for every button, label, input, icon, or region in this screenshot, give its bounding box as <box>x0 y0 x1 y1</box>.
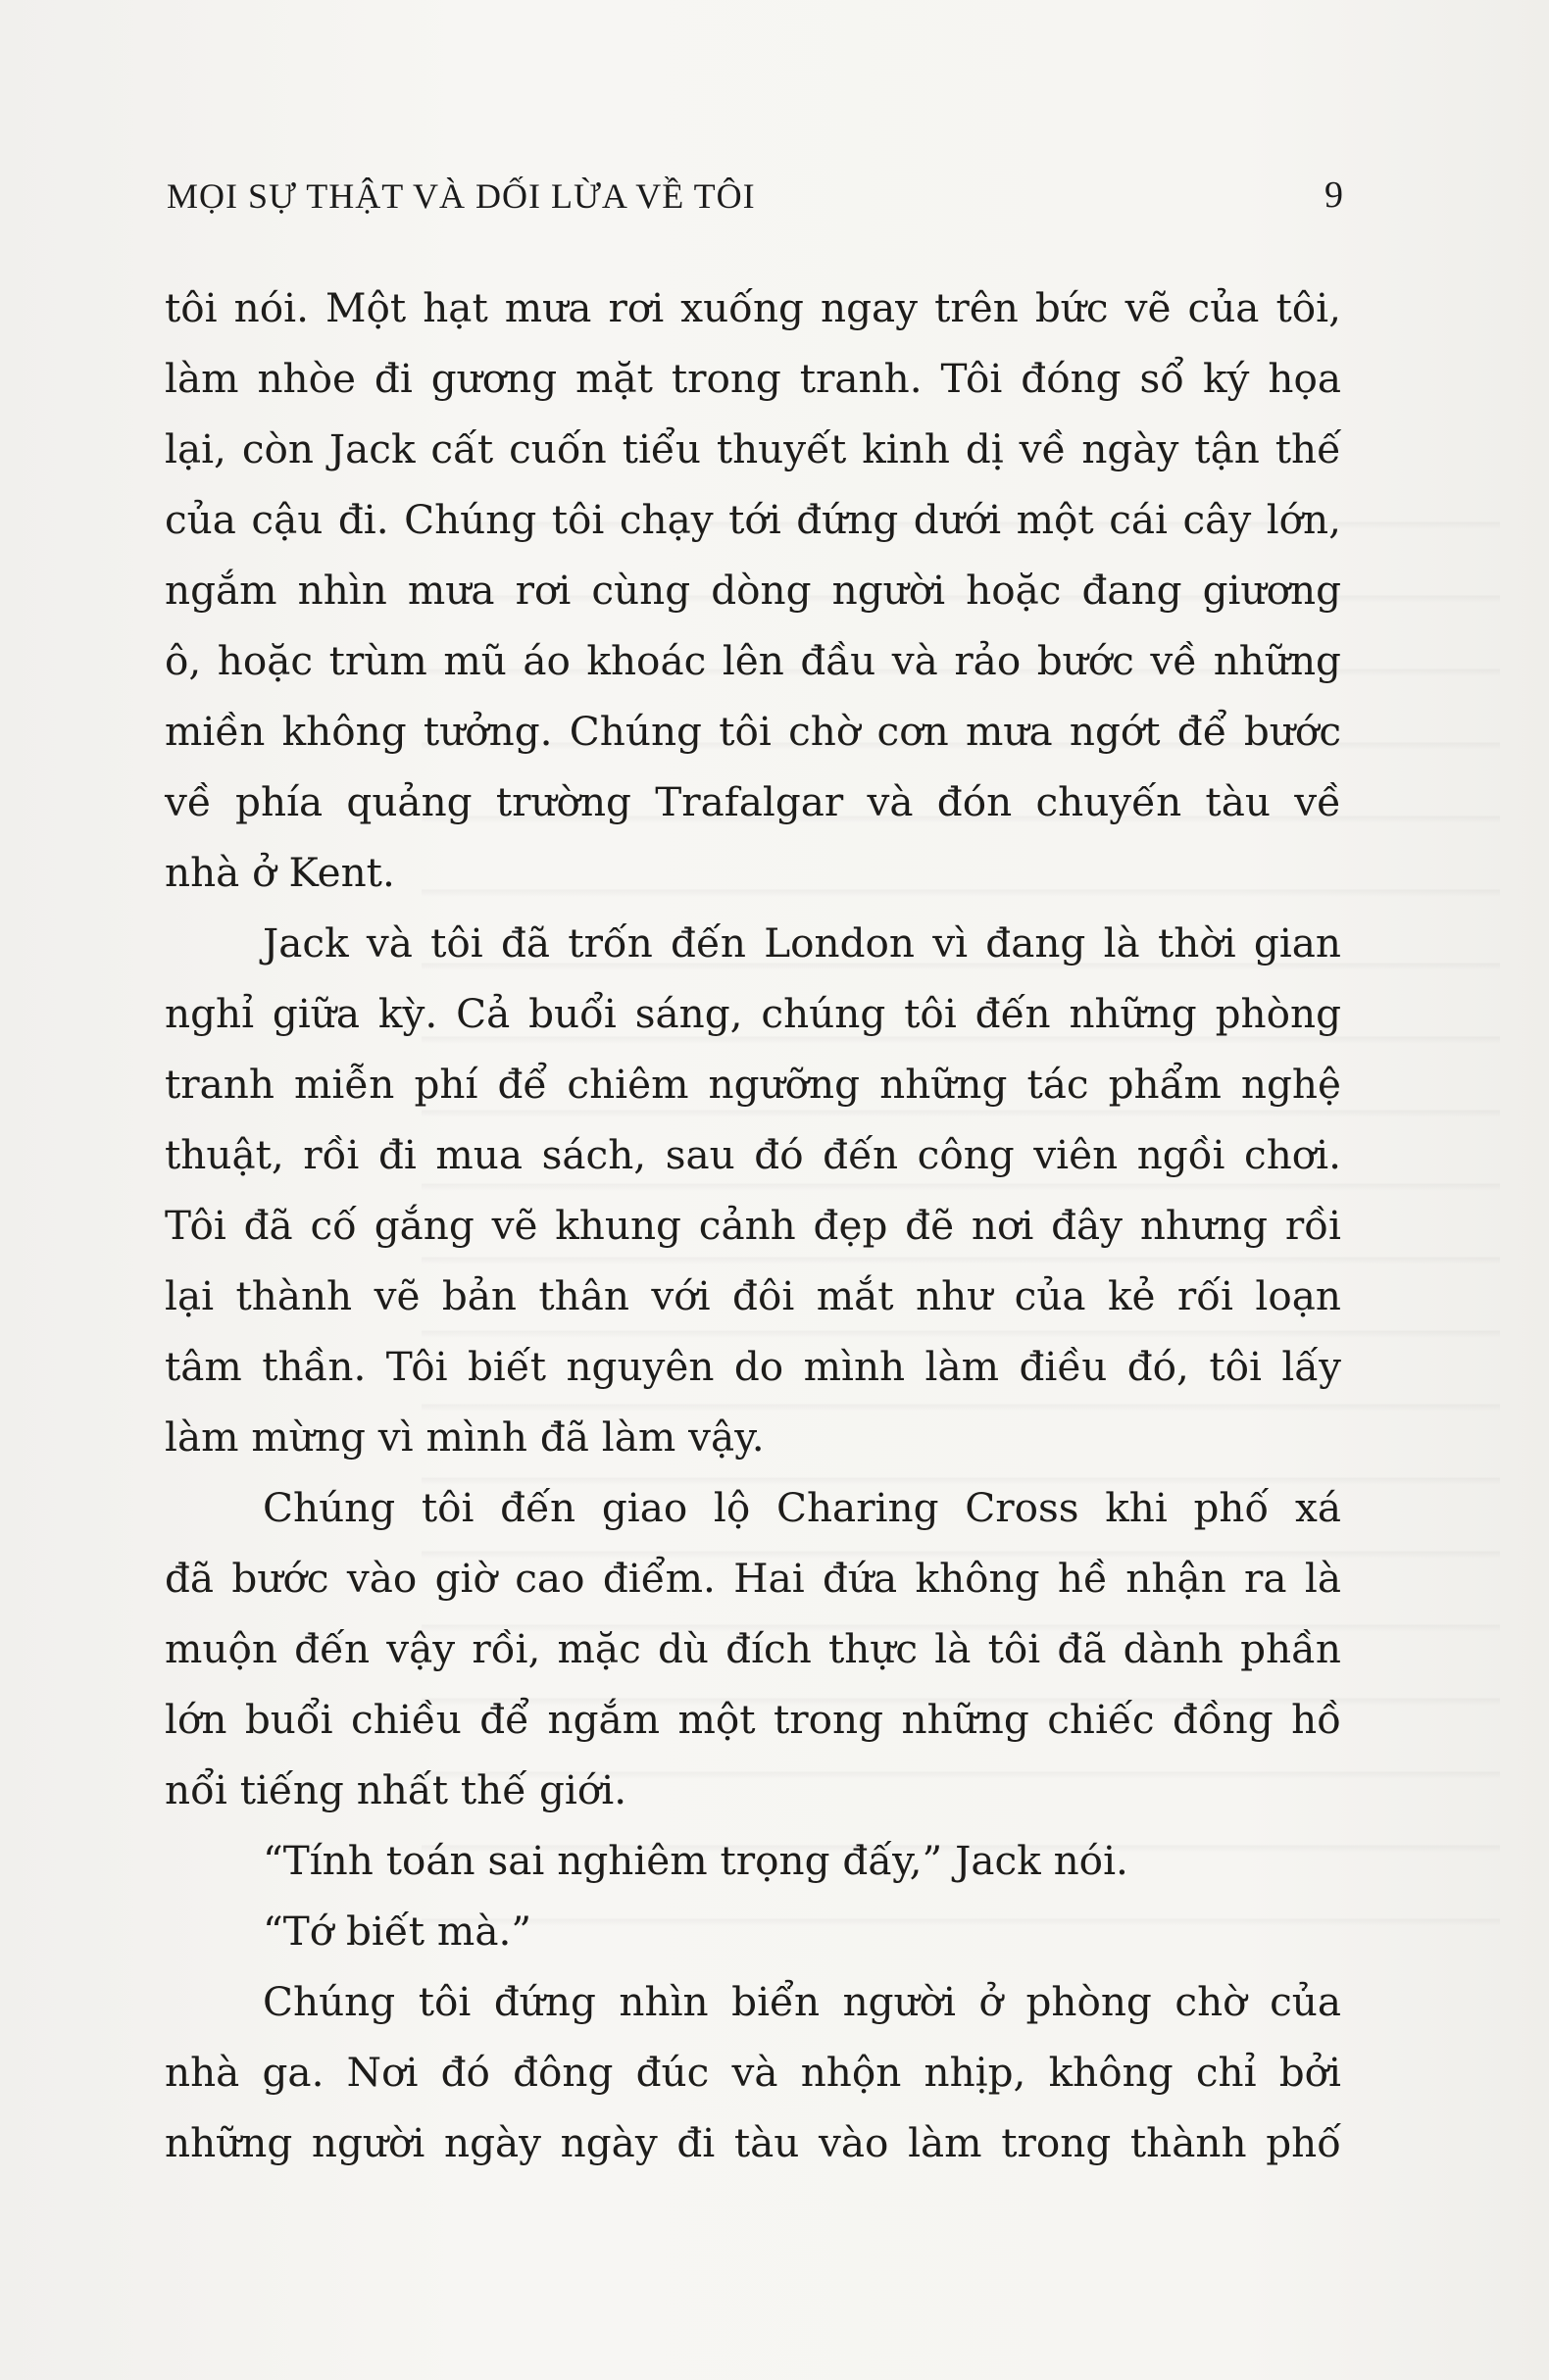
text-line: lại, còn Jack cất cuốn tiểu thuyết kinh dị về ngày tận thế <box>165 425 1341 472</box>
text-line: Tôi đã cố gắng vẽ khung cảnh đẹp đẽ nơi đây nhưng rồi <box>165 1202 1341 1249</box>
text-line: đã bước vào giờ cao điểm. Hai đứa không hề nhận ra là <box>165 1555 1341 1602</box>
body-text <box>165 273 1341 2178</box>
text-line: tranh miễn phí để chiêm ngưỡng những tác phẩm nghệ <box>165 1061 1341 1108</box>
text-line: nhà ở Kent. <box>165 849 395 896</box>
text-line: Chúng tôi đứng nhìn biển người ở phòng chờ của <box>263 1978 1341 2025</box>
paragraph <box>165 1825 1341 1896</box>
text-line: Chúng tôi đến giao lộ Charing Cross khi phố xá <box>263 1484 1341 1531</box>
running-header-title: MỌI SỰ THẬT VÀ DỐI LỪA VỀ TÔI <box>167 176 756 216</box>
text-line: nghỉ giữa kỳ. Cả buổi sáng, chúng tôi đến những phòng <box>165 990 1341 1037</box>
paragraph <box>165 1966 1341 2178</box>
text-line: ô, hoặc trùm mũ áo khoác lên đầu và rảo bước về những <box>165 637 1341 684</box>
text-line: làm mừng vì mình đã làm vậy. <box>165 1413 765 1461</box>
paragraph <box>165 908 1341 1472</box>
paragraph <box>165 1896 1341 1966</box>
text-line: muộn đến vậy rồi, mặc dù đích thực là tôi đã dành phần <box>165 1625 1341 1672</box>
text-line: miền không tưởng. Chúng tôi chờ cơn mưa ngớt để bước <box>165 708 1341 755</box>
text-line: của cậu đi. Chúng tôi chạy tới đứng dưới một cái cây lớn, <box>165 496 1341 543</box>
page-number: 9 <box>1324 174 1343 216</box>
text-line: Jack và tôi đã trốn đến London vì đang là thời gian <box>263 919 1341 967</box>
text-line: những người ngày ngày đi tàu vào làm trong thành phố <box>165 2119 1341 2166</box>
paragraph <box>165 1472 1341 1825</box>
text-line: thuật, rồi đi mua sách, sau đó đến công viên ngồi chơi. <box>165 1131 1341 1178</box>
text-line: lớn buổi chiều để ngắm một trong những chiếc đồng hồ <box>165 1696 1341 1743</box>
paragraph <box>165 273 1341 908</box>
text-line: tôi nói. Một hạt mưa rơi xuống ngay trên bức vẽ của tôi, <box>165 284 1341 331</box>
text-line: tâm thần. Tôi biết nguyên do mình làm điều đó, tôi lấy <box>165 1343 1341 1390</box>
text-line: “Tớ biết mà.” <box>263 1908 532 1955</box>
text-line: nhà ga. Nơi đó đông đúc và nhộn nhịp, không chỉ bởi <box>165 2049 1341 2096</box>
text-line: “Tính toán sai nghiêm trọng đấy,” Jack nói. <box>263 1837 1128 1884</box>
text-line: làm nhòe đi gương mặt trong tranh. Tôi đóng sổ ký họa <box>165 355 1341 402</box>
text-line: lại thành vẽ bản thân với đôi mắt như của kẻ rối loạn <box>165 1272 1341 1319</box>
text-line: về phía quảng trường Trafalgar và đón chuyến tàu về <box>165 778 1341 825</box>
text-line: nổi tiếng nhất thế giới. <box>165 1766 627 1813</box>
text-line: ngắm nhìn mưa rơi cùng dòng người hoặc đang giương <box>165 567 1341 614</box>
